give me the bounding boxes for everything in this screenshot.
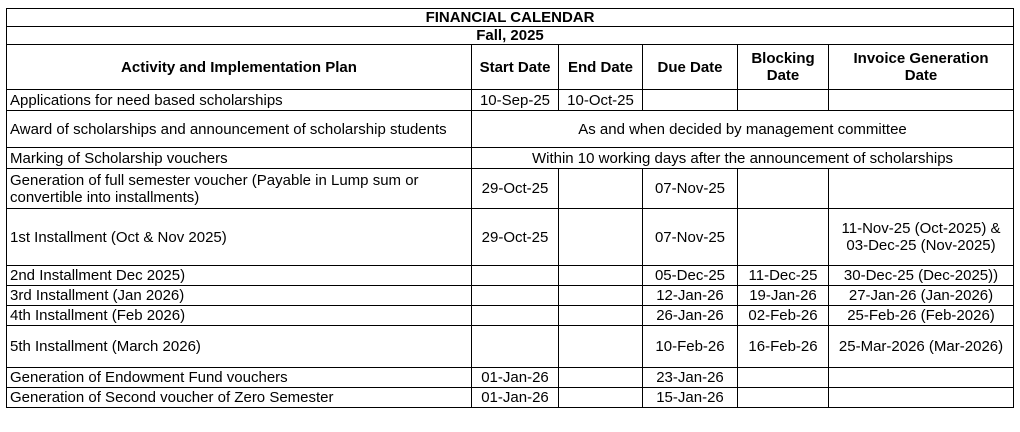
activity-cell: 5th Installment (March 2026)	[7, 326, 472, 368]
activity-cell: 3rd Installment (Jan 2026)	[7, 286, 472, 306]
invoice-date-cell: 25-Feb-26 (Feb-2026)	[829, 306, 1014, 326]
start-date-cell	[472, 286, 559, 306]
invoice-date-cell	[829, 368, 1014, 388]
header-blocking-line2: Date	[766, 67, 800, 84]
due-date-cell: 07-Nov-25	[643, 169, 738, 209]
invoice-date-cell	[829, 388, 1014, 408]
header-end-date: End Date	[559, 45, 643, 90]
header-start-date: Start Date	[472, 45, 559, 90]
activity-cell: Generation of Endowment Fund vouchers	[7, 368, 472, 388]
blocking-date-cell: 11-Dec-25	[738, 266, 829, 286]
financial-calendar-table	[6, 8, 1014, 408]
due-date-cell: 23-Jan-26	[643, 368, 738, 388]
start-date-cell: 01-Jan-26	[472, 368, 559, 388]
header-row	[7, 45, 1014, 90]
activity-cell: Marking of Scholarship vouchers	[7, 148, 472, 169]
end-date-cell: 10-Oct-25	[559, 90, 643, 111]
invoice-date-cell: 27-Jan-26 (Jan-2026)	[829, 286, 1014, 306]
table-row	[7, 209, 1014, 266]
end-date-cell	[559, 306, 643, 326]
header-blocking-line1: Blocking	[751, 50, 815, 67]
blocking-date-cell	[738, 209, 829, 266]
blocking-date-cell	[738, 368, 829, 388]
table-row	[7, 148, 1014, 169]
activity-cell: Applications for need based scholarships	[7, 90, 472, 111]
start-date-cell	[472, 326, 559, 368]
end-date-cell	[559, 169, 643, 209]
invoice-date-cell: 30-Dec-25 (Dec-2025))	[829, 266, 1014, 286]
blocking-date-cell: 19-Jan-26	[738, 286, 829, 306]
table-row	[7, 266, 1014, 286]
table-row	[7, 111, 1014, 148]
blocking-date-cell	[738, 90, 829, 111]
end-date-cell	[559, 286, 643, 306]
end-date-cell	[559, 266, 643, 286]
table-row	[7, 306, 1014, 326]
activity-line2: convertible into installments)	[10, 188, 200, 206]
due-date-cell: 26-Jan-26	[643, 306, 738, 326]
table-title: FINANCIAL CALENDAR	[7, 9, 1014, 27]
due-date-cell: 12-Jan-26	[643, 286, 738, 306]
due-date-cell: 05-Dec-25	[643, 266, 738, 286]
blocking-date-cell: 16-Feb-26	[738, 326, 829, 368]
title-row	[7, 9, 1014, 27]
activity-cell: Award of scholarships and announcement of scholarship students	[7, 111, 472, 148]
header-blocking-date	[738, 45, 829, 90]
header-invoice-line2: Date	[904, 67, 938, 84]
activity-cell: Generation of Second voucher of Zero Semester	[7, 388, 472, 408]
due-date-cell: 10-Feb-26	[643, 326, 738, 368]
start-date-cell	[472, 306, 559, 326]
start-date-cell	[472, 266, 559, 286]
header-due-date: Due Date	[643, 45, 738, 90]
end-date-cell	[559, 209, 643, 266]
start-date-cell: 10-Sep-25	[472, 90, 559, 111]
subtitle-row	[7, 27, 1014, 45]
merged-note-cell: Within 10 working days after the announcement of scholarships	[472, 148, 1014, 169]
activity-cell: 1st Installment (Oct & Nov 2025)	[7, 209, 472, 266]
activity-cell: 2nd Installment Dec 2025)	[7, 266, 472, 286]
header-activity: Activity and Implementation Plan	[7, 45, 472, 90]
end-date-cell	[559, 388, 643, 408]
table-row	[7, 388, 1014, 408]
start-date-cell: 29-Oct-25	[472, 209, 559, 266]
start-date-cell: 29-Oct-25	[472, 169, 559, 209]
blocking-date-cell: 02-Feb-26	[738, 306, 829, 326]
table-row	[7, 169, 1014, 209]
activity-line1: Generation of full semester voucher (Payable in Lump sum or	[10, 171, 419, 189]
table-row	[7, 286, 1014, 306]
invoice-date-cell: 25-Mar-2026 (Mar-2026)	[829, 326, 1014, 368]
due-date-cell: 15-Jan-26	[643, 388, 738, 408]
end-date-cell	[559, 368, 643, 388]
due-date-cell	[643, 90, 738, 111]
invoice-line2: 03-Dec-25 (Nov-2025)	[846, 237, 996, 254]
invoice-date-cell	[829, 169, 1014, 209]
invoice-line1: 11-Nov-25 (Oct-2025) &	[841, 220, 1001, 237]
merged-note-cell: As and when decided by management committee	[472, 111, 1014, 148]
header-invoice-line1: Invoice Generation	[853, 50, 989, 67]
table-subtitle: Fall, 2025	[7, 27, 1014, 45]
activity-cell	[7, 169, 472, 209]
table-row	[7, 326, 1014, 368]
blocking-date-cell	[738, 169, 829, 209]
header-invoice-date	[829, 45, 1014, 90]
start-date-cell: 01-Jan-26	[472, 388, 559, 408]
table-row	[7, 90, 1014, 111]
activity-cell: 4th Installment (Feb 2026)	[7, 306, 472, 326]
invoice-date-cell	[829, 90, 1014, 111]
table-row	[7, 368, 1014, 388]
invoice-date-cell	[829, 209, 1014, 266]
end-date-cell	[559, 326, 643, 368]
due-date-cell: 07-Nov-25	[643, 209, 738, 266]
blocking-date-cell	[738, 388, 829, 408]
